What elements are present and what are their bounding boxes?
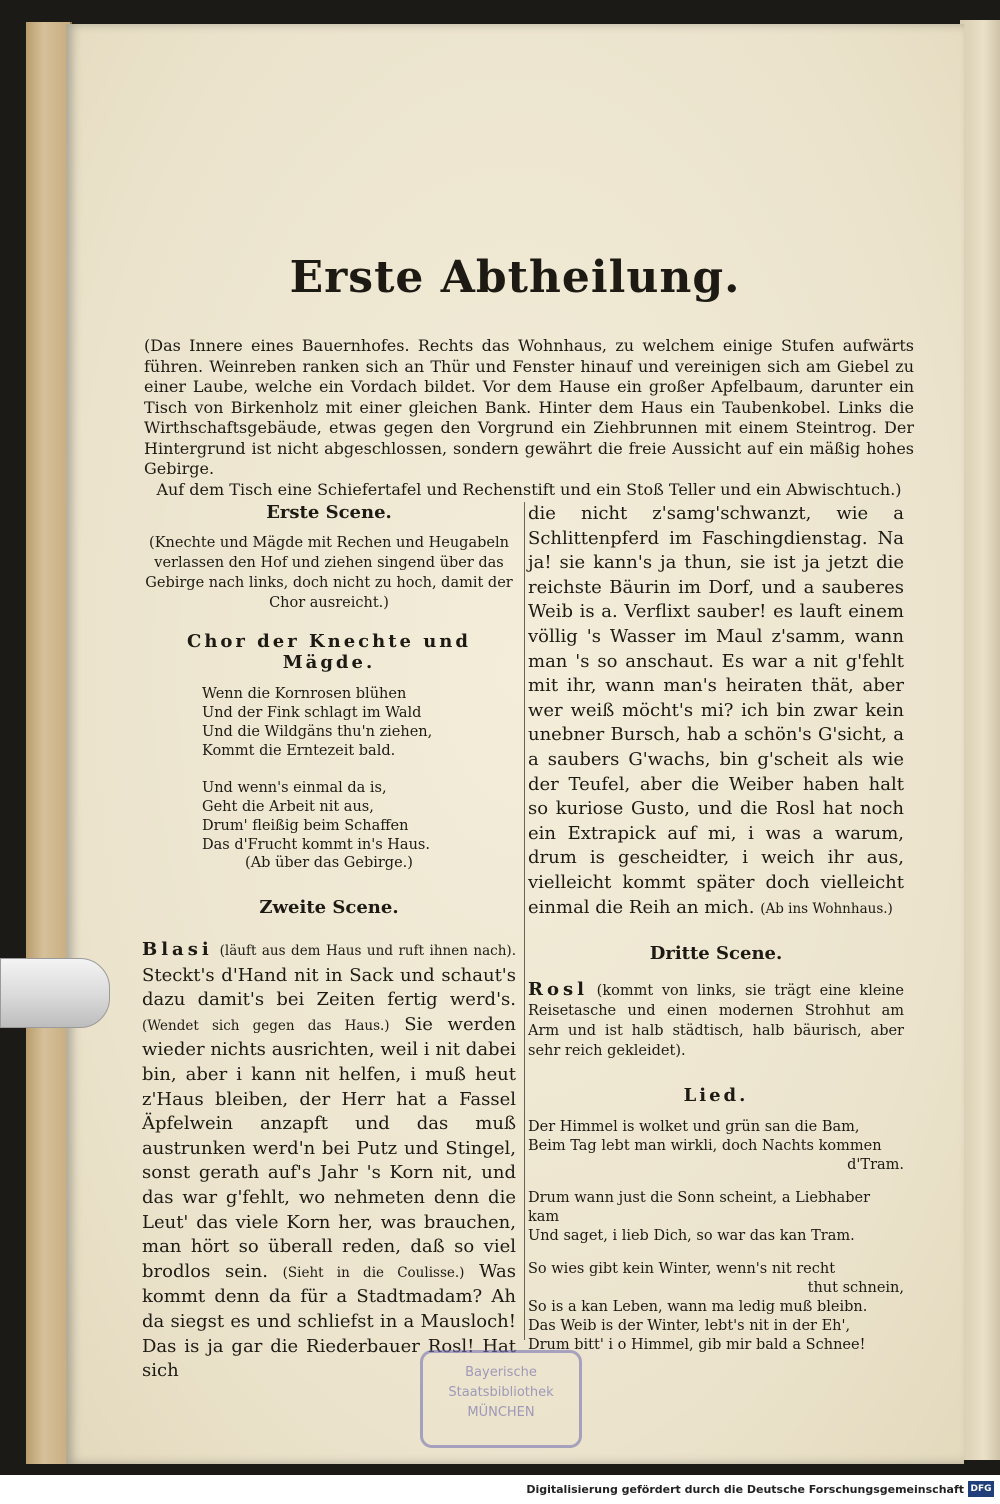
song-text xyxy=(528,1118,904,1355)
footer-bar xyxy=(0,1475,1000,1504)
funding-notice: Digitalisierung gefördert durch die Deutsche Forschungsgemeinschaft xyxy=(526,1483,964,1496)
song-line: Der Himmel is wolket und grün san die Bam, xyxy=(528,1119,860,1136)
verse-line: Das d'Frucht kommt in's Haus. xyxy=(202,837,430,853)
song-line: Drum wann just die Sonn scheint, a Liebhaber kam xyxy=(528,1190,871,1226)
speech-text: Was kommt denn da für a Stadtmadam? Ah da siegst es und schliefst in a Mausloch! Das is ja gar die Riederbauer Rosl! Hat sich xyxy=(142,1260,516,1382)
book-page xyxy=(66,24,964,1464)
chorus-verse-1 xyxy=(142,685,516,761)
stamp-line: Bayerische xyxy=(465,1365,537,1380)
inline-stage-direction: (Sieht in die Coulisse.) xyxy=(282,1264,465,1281)
song-line-continuation: thut schnein, xyxy=(807,1280,904,1297)
chorus-verse-2 xyxy=(142,779,516,855)
speaker-stage-direction: (läuft aus dem Haus und ruft ihnen nach). xyxy=(219,943,516,959)
speaker-name: Rosl xyxy=(528,979,588,1001)
left-column xyxy=(142,502,516,1384)
song-heading: Lied. xyxy=(683,1085,749,1107)
intro-text: (Das Innere eines Bauernhofes. Rechts das Wohnhaus, zu welchem einige Stufen aufwärts führen. Weinreben ranken sich an Thür und Fenster hinauf und vereinigen sich am Giebel zu einer Laube, welche ein Vordach bildet. Vor dem Hause ein großer Apfelbaum, darunter ein Tisch von Birkenholz mit einer gleichen Bank. Hinter dem Haus ein Taubenkobel. Links die Wirthschaftsgebäude, etwas gegen den Vorgrund ein Ziehbrunnen mit einem Steintrog. Der Hintergrund ist nicht abgeschlossen, sondern gewährt die freie Aussicht auf ein mäßig hohes Gebirge. xyxy=(144,336,914,478)
verse-line: Geht die Arbeit nit aus, xyxy=(202,799,374,815)
scene-3-heading: Dritte Scene. xyxy=(649,943,783,965)
inline-stage-direction: (Wendet sich gegen das Haus.) xyxy=(142,1017,390,1034)
verse-line: Und der Fink schlagt im Wald xyxy=(202,705,422,721)
scene-2-heading: Zweite Scene. xyxy=(259,897,399,918)
intro-last-line: Auf dem Tisch eine Schiefertafel und Rechenstift und ein Stoß Teller und ein Abwischtuch.) xyxy=(156,479,902,499)
blasi-monologue xyxy=(142,938,516,1384)
stamp-line: Staatsbibliothek xyxy=(448,1385,554,1400)
song-line-continuation: d'Tram. xyxy=(847,1157,904,1174)
next-page-edge xyxy=(960,20,1000,1460)
song-line: Und saget, i lieb Dich, so war das kan Tram. xyxy=(528,1228,855,1245)
verse-line: Wenn die Kornrosen blühen xyxy=(202,686,407,702)
verse-line: Kommt die Erntezeit bald. xyxy=(202,743,396,759)
speech-text: die nicht z'samg'schwanzt, wie a Schlittenpferd im Faschingdienstag. Na ja! sie kann's ja thun, sie ist ja jetzt die reichste Bäurin im Dorf, und a sauberes Weib is a. Verflixt sauber! es lauft einem völlig 's Wasser im Maul z'samm, wann man 's so anschaut. Es war a nit g'fehlt mit ihr, wann man's heiraten thät, aber wer weiß möcht's mi? ich bin zwar kein unebner Bursch, hab a schön's G'sicht, a a saubers G'wachs, bin g'scheit als wie der Teufel, aber die Weiber haben halt so kuriose Gusto, und die Rosl hat noch ein Extrapick auf mi, i was a warum, drum is gescheidter, i weich ihr aus, vielleicht kommt später doch vielleicht einmal die Reih an mich. xyxy=(528,503,904,918)
stage-directions-intro xyxy=(144,336,914,500)
stanza-gap xyxy=(528,1175,904,1189)
stanza-gap xyxy=(528,1246,904,1260)
song-line: Das Weib is der Winter, lebt's nit in der Eh', xyxy=(528,1318,851,1335)
library-stamp xyxy=(420,1350,582,1448)
column-divider xyxy=(524,502,525,1340)
right-column xyxy=(528,502,904,1355)
speaker-stage-direction: (kommt von links, sie trägt eine kleine Reisetasche und einen modernen Strohhut am Arm und ist halb städtisch, halb bäurisch, aber sehr reich gekleidet). xyxy=(528,983,904,1060)
verse-line: Und die Wildgäns thu'n ziehen, xyxy=(202,724,433,740)
song-line: So is a kan Leben, wann ma ledig muß bleibn. xyxy=(528,1299,868,1316)
chorus-exit-direction: (Ab über das Gebirge.) xyxy=(245,855,413,871)
chorus-heading: Chor der Knechte und Mägde. xyxy=(187,631,471,673)
exit-stage-direction: (Ab ins Wohnhaus.) xyxy=(760,900,893,917)
rosl-entrance xyxy=(528,980,904,1061)
song-line: Beim Tag lebt man wirkli, doch Nachts kommen xyxy=(528,1138,882,1155)
scene-1-stage-direction: (Knechte und Mägde mit Rechen und Heugabeln verlassen den Hof und ziehen singend über das Gebirge nach links, doch nicht zu hoch, damit der Chor ausreicht.) xyxy=(145,535,513,611)
speech-text: Sie werden wieder nichts ausrichten, weil i nit dabei bin, aber i kann nit helfen, i muß heut z'Haus bleiben, der Herr hat a Fassel Äpfelwein anzapft und das muß austrunken werd'n bei Putz und Stingel, sonst gerath auf's Jahr 's Korn nit, und das war g'fehlt, wo nehmeten denn die Leut' das viele Korn her, was brauchen, man hört so überall reden, daß so viel brodlos sein. xyxy=(142,1013,516,1282)
stamp-line: MÜNCHEN xyxy=(467,1405,535,1420)
song-line: Drum bitt' i o Himmel, gib mir bald a Schnee! xyxy=(528,1337,866,1354)
speaker-name: Blasi xyxy=(142,939,213,960)
scene-1-heading: Erste Scene. xyxy=(266,502,392,523)
verse-line: Und wenn's einmal da is, xyxy=(202,780,387,796)
dfg-logo-icon: DFG xyxy=(968,1481,994,1497)
blasi-monologue-continued xyxy=(528,502,904,921)
scanner-clip xyxy=(0,958,110,1028)
song-line: So wies gibt kein Winter, wenn's nit recht xyxy=(528,1261,836,1278)
page-title: Erste Abtheilung. xyxy=(289,252,741,303)
verse-line: Drum' fleißig beim Schaffen xyxy=(202,818,409,834)
speech-text: Steckt's d'Hand nit in Sack und schaut's dazu damit's bei Zeiten fertig werd's. xyxy=(142,964,516,1011)
